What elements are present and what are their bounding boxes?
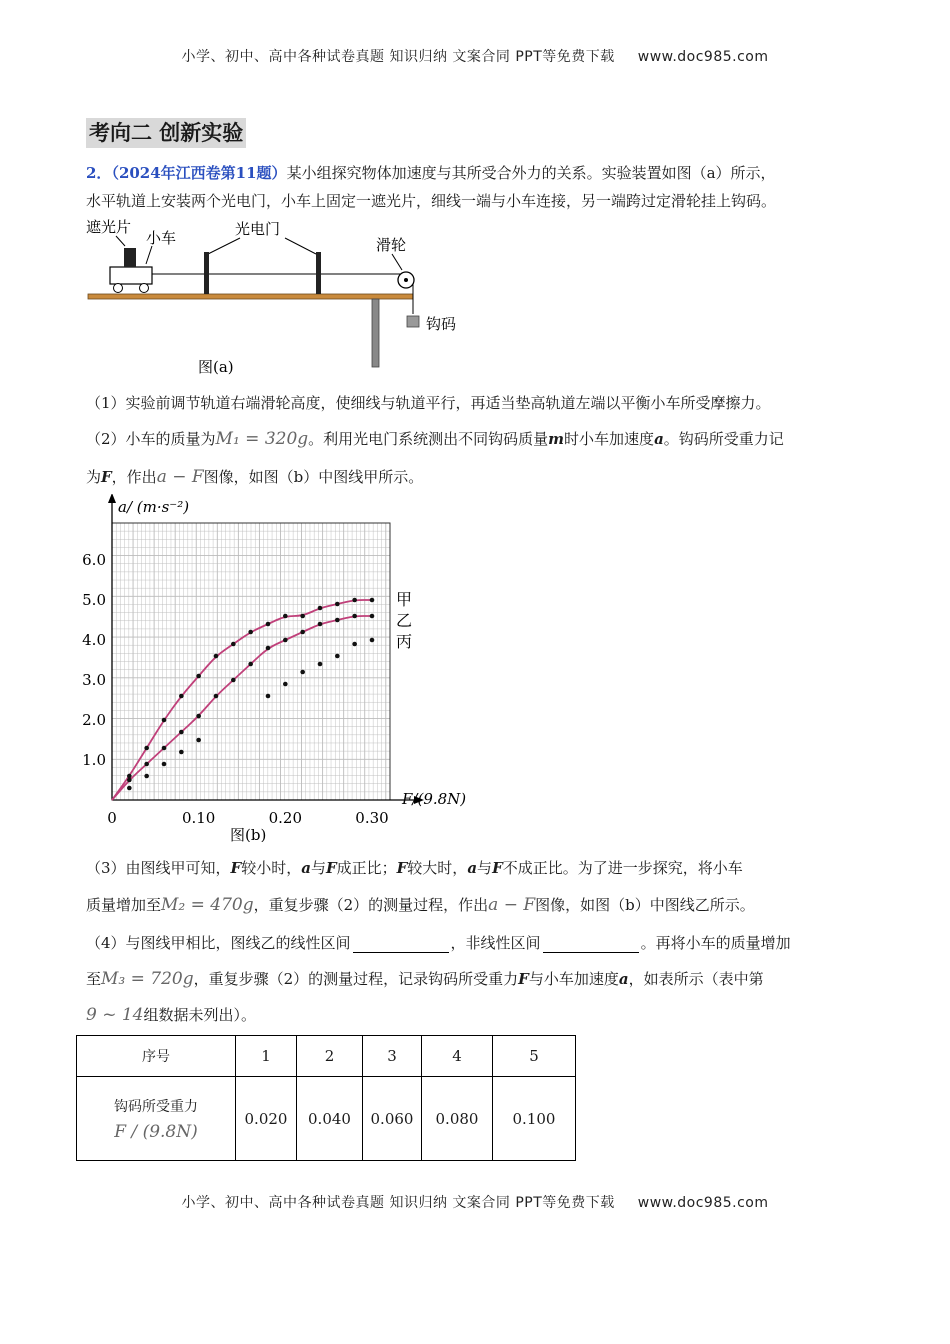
- data-point-1: [179, 694, 184, 699]
- data-point-1: [144, 746, 149, 751]
- table-col: 3: [363, 1036, 422, 1077]
- data-point-3: [335, 654, 340, 659]
- step-2-line-2: [86, 466, 864, 487]
- step-3-text-e: 较大时，: [407, 859, 468, 877]
- mass-m1: M₁ = 320g: [215, 429, 309, 449]
- table-cell: 0.060: [363, 1077, 422, 1161]
- step-2-text-g: 图像，如图（b）中图线甲所示。: [203, 468, 424, 486]
- series-curve-1: [112, 600, 372, 800]
- step-3-line-2: [86, 894, 864, 915]
- data-point-2: [352, 614, 357, 619]
- step-4-line-1: [86, 932, 864, 953]
- section-title: 考向二 创新实验: [86, 118, 246, 148]
- answer-blank-1[interactable]: [353, 938, 449, 953]
- step-4-text-c: 。再将小车的质量增加: [640, 934, 791, 952]
- table-cell: 0.080: [422, 1077, 493, 1161]
- var-a: a: [654, 430, 664, 448]
- label-shade: 遮光片: [86, 218, 132, 236]
- step-3-text-b: 较小时，: [241, 859, 302, 877]
- step-4-line-2: [86, 968, 864, 989]
- var-a-3b: a: [467, 859, 478, 877]
- step-4-text-g: ，如表所示（表中第: [628, 970, 764, 988]
- data-point-3: [179, 750, 184, 755]
- data-point-3: [144, 774, 149, 779]
- step-4-text-a: （4）与图线甲相比，图线乙的线性区间: [86, 934, 351, 952]
- table-header-label: 序号: [77, 1036, 236, 1077]
- step-4-text-i: 组数据未列出）。: [143, 1006, 257, 1024]
- group-range: 9 ~ 14: [86, 1005, 144, 1025]
- data-point-3: [283, 682, 288, 687]
- data-point-3: [352, 642, 357, 647]
- table-col: 1: [236, 1036, 297, 1077]
- var-F-4: F: [518, 970, 529, 988]
- step-2-text-b: 。利用光电门系统测出不同钩码质量: [308, 430, 549, 448]
- cart-wheel-left: [114, 284, 123, 293]
- question-number: 2．: [86, 164, 112, 182]
- var-a-3a: a: [301, 859, 311, 877]
- y-axis-arrow: [108, 494, 116, 503]
- step-2-text-c: 时小车加速度: [564, 430, 655, 448]
- label-weight: 钩码: [426, 315, 457, 333]
- mass-m2: M₂ = 470g: [161, 895, 254, 915]
- step-2-line-1: [86, 428, 864, 449]
- step-4-text-e: ，重复步骤（2）的测量过程，记录钩码所受重力: [193, 970, 519, 988]
- data-point-2: [214, 694, 219, 699]
- y-tick-label: 2.0: [82, 711, 106, 729]
- data-point-2: [266, 646, 271, 651]
- x-axis-label: F/(9.8N): [402, 790, 467, 808]
- data-point-3: [318, 662, 323, 667]
- data-point-1: [335, 602, 340, 607]
- step-2-text-d: 。钩码所受重力记: [663, 430, 784, 448]
- data-point-1: [214, 654, 219, 659]
- var-F-3a: F: [230, 859, 242, 877]
- question-intro-1: [86, 162, 864, 183]
- data-point-1: [248, 630, 253, 635]
- data-point-2: [144, 762, 149, 767]
- data-point-2: [162, 746, 167, 751]
- leader-cart: [146, 246, 152, 264]
- header-text: 小学、初中、高中各种试卷真题 知识归纳 文案合同 PPT等免费下载: [181, 49, 615, 65]
- step-2-text-f: ，作出: [111, 468, 157, 486]
- series-label: 丙: [396, 632, 413, 651]
- track: [88, 294, 413, 299]
- step-4-line-3: [86, 1004, 864, 1025]
- figure-b-chart: [80, 494, 500, 842]
- data-point-3: [370, 638, 375, 643]
- hook-weight: [407, 316, 419, 327]
- series-label: 乙: [396, 611, 413, 630]
- data-point-2: [127, 778, 132, 783]
- cart-body: [110, 267, 152, 284]
- data-point-1: [162, 718, 167, 723]
- table-cell: 0.040: [297, 1077, 363, 1161]
- figure-a: [80, 212, 500, 382]
- label-pulley: 滑轮: [376, 236, 407, 254]
- answer-blank-2[interactable]: [543, 938, 639, 953]
- leader-pulley: [392, 254, 402, 270]
- step-3-text-h: 质量增加至: [86, 896, 162, 914]
- data-table: [76, 1035, 576, 1161]
- step-4-text-d: 至: [86, 970, 102, 988]
- cart-wheel-right: [140, 284, 149, 293]
- intro-line-1: 某小组探究物体加速度与其所受合外力的关系。实验装置如图（a）所示，: [286, 164, 776, 182]
- pulley-axle: [404, 278, 408, 282]
- table-cell: 0.020: [236, 1077, 297, 1161]
- y-tick-label: 1.0: [82, 751, 106, 769]
- table-row-label: [77, 1077, 236, 1161]
- data-point-2: [231, 678, 236, 683]
- data-point-3: [196, 738, 201, 743]
- label-cart: 小车: [146, 229, 177, 247]
- page-footer: [0, 1192, 950, 1212]
- series-curve-2: [112, 616, 372, 800]
- step-4-text-f: 与小车加速度: [528, 970, 619, 988]
- leader-gate-2: [285, 238, 316, 254]
- data-point-2: [196, 714, 201, 719]
- shade-plate: [124, 248, 136, 267]
- data-point-1: [266, 622, 271, 627]
- a-minus-F-2: a − F: [488, 895, 536, 915]
- y-axis-label: a/ (m·s⁻²): [118, 498, 190, 516]
- step-3-text-d: 成正比；: [336, 859, 397, 877]
- table-col: 4: [422, 1036, 493, 1077]
- figure-a-caption: 图(a): [198, 358, 234, 376]
- table-row: [77, 1077, 576, 1161]
- data-point-1: [300, 614, 305, 619]
- leader-shade: [116, 236, 125, 246]
- x-tick-label: 0.10: [181, 809, 216, 827]
- data-point-2: [370, 614, 375, 619]
- step-3-text-c: 与: [310, 859, 326, 877]
- step-3-text-f: 与: [477, 859, 493, 877]
- var-m: m: [548, 430, 565, 448]
- step-1: [86, 392, 864, 413]
- label-gate: 光电门: [235, 220, 281, 238]
- origin-label: 0: [107, 809, 117, 827]
- a-minus-F: a − F: [156, 467, 204, 487]
- row-label-unit: F / (9.8N): [114, 1121, 198, 1142]
- question-source: （2024年江西卷第11题）: [111, 164, 287, 182]
- step-4-text-b: ，非线性区间: [450, 934, 541, 952]
- row-label-text: 钩码所受重力: [114, 1098, 198, 1115]
- data-point-2: [300, 630, 305, 635]
- figure-b-caption: 图(b): [230, 826, 267, 842]
- table-cell: 0.100: [493, 1077, 576, 1161]
- y-tick-label: 3.0: [82, 671, 106, 689]
- var-F-3d: F: [492, 859, 503, 877]
- y-tick-label: 5.0: [82, 591, 106, 609]
- photogate-2: [316, 252, 321, 294]
- y-tick-label: 4.0: [82, 631, 106, 649]
- track-stand: [372, 299, 379, 367]
- page-header: [0, 46, 950, 66]
- var-F-3b: F: [325, 859, 337, 877]
- intro-line-2: 水平轨道上安装两个光电门，小车上固定一遮光片，细线一端与小车连接，另一端跨过定滑轮挂上钩码。: [86, 192, 777, 210]
- table-col: 5: [493, 1036, 576, 1077]
- header-url[interactable]: www.doc985.com: [637, 49, 769, 65]
- leader-gate-1: [208, 238, 240, 254]
- data-point-2: [179, 730, 184, 735]
- data-point-3: [127, 786, 132, 791]
- var-F-3c: F: [396, 859, 408, 877]
- x-tick-label: 0.30: [355, 809, 389, 827]
- data-point-1: [370, 598, 375, 603]
- data-point-2: [318, 622, 323, 627]
- step-2-text-a: （2）小车的质量为: [86, 430, 216, 448]
- footer-url[interactable]: www.doc985.com: [637, 1195, 769, 1211]
- question-intro-2: [86, 190, 864, 211]
- mass-m3: M₃ = 720g: [101, 969, 194, 989]
- table-row: [77, 1036, 576, 1077]
- var-a-4: a: [618, 970, 629, 988]
- data-point-1: [318, 606, 323, 611]
- data-point-2: [335, 618, 340, 623]
- data-point-2: [283, 638, 288, 643]
- x-tick-label: 0.20: [268, 809, 303, 827]
- data-point-3: [266, 694, 271, 699]
- footer-text: 小学、初中、高中各种试卷真题 知识归纳 文案合同 PPT等免费下载: [181, 1195, 615, 1211]
- var-F: F: [101, 468, 112, 486]
- step-3-line-1: [86, 857, 864, 878]
- data-point-1: [196, 674, 201, 679]
- data-point-2: [248, 662, 253, 667]
- step-1-text: （1）实验前调节轨道右端滑轮高度，使细线与轨道平行，再适当垫高轨道左端以平衡小车所受摩擦力。: [86, 394, 771, 412]
- data-point-1: [283, 614, 288, 619]
- y-tick-label: 6.0: [82, 551, 106, 569]
- series-label: 甲: [396, 590, 413, 609]
- photogate-1: [204, 252, 209, 294]
- data-point-3: [162, 762, 167, 767]
- data-point-1: [231, 642, 236, 647]
- step-3-text-i: ，重复步骤（2）的测量过程，作出: [253, 896, 489, 914]
- step-3-text-j: 图像，如图（b）中图线乙所示。: [535, 896, 755, 914]
- step-3-text-a: （3）由图线甲可知，: [86, 859, 231, 877]
- data-point-3: [300, 670, 305, 675]
- table-col: 2: [297, 1036, 363, 1077]
- step-2-text-e: 为: [86, 468, 102, 486]
- step-3-text-g: 不成正比。为了进一步探究，将小车: [502, 859, 743, 877]
- data-point-1: [352, 598, 357, 603]
